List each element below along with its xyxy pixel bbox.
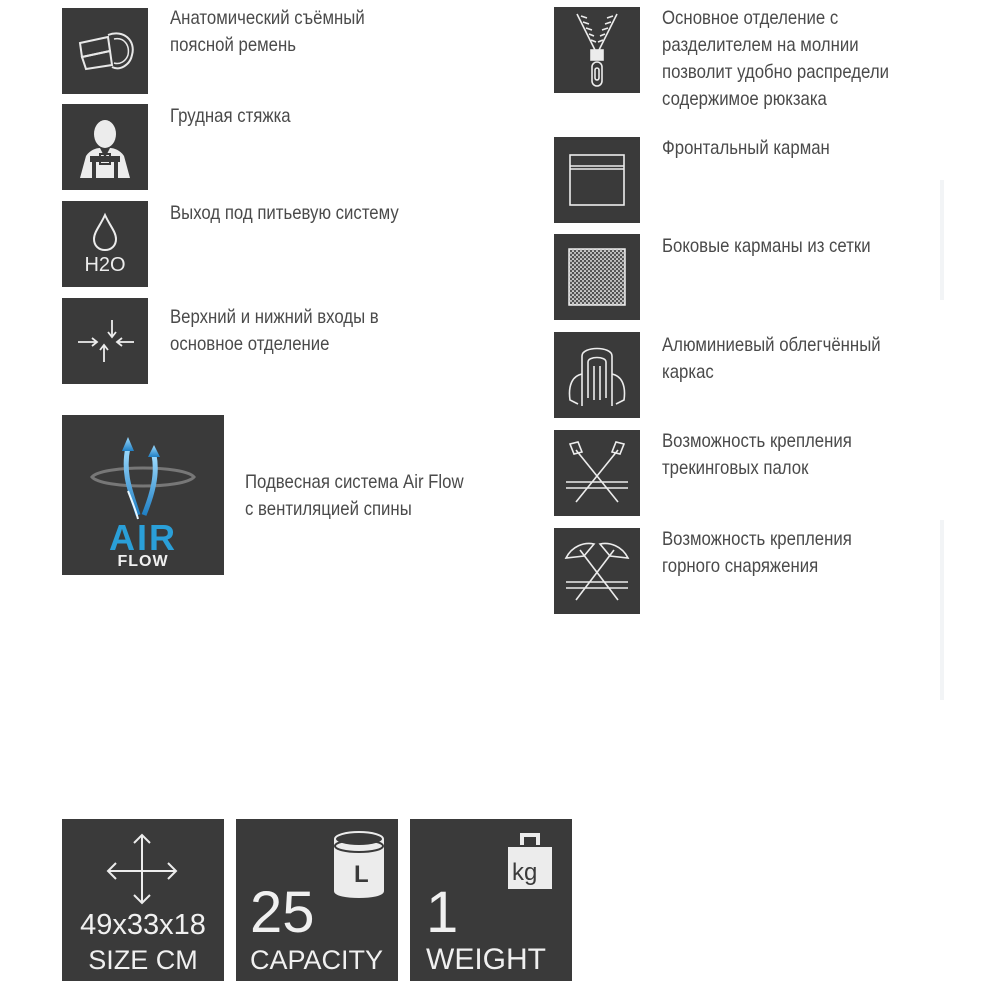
chest-strap-icon bbox=[62, 104, 148, 190]
feature-label-front: Фронтальный карман bbox=[662, 137, 830, 159]
frame-icon bbox=[554, 332, 640, 418]
size-value: 49x33x18 bbox=[80, 909, 206, 941]
feature-label-airflow: Подвесная система Air Flow с вентиляцией спины bbox=[245, 471, 464, 520]
ice-axe-icon bbox=[554, 528, 640, 614]
capacity-value: 25 bbox=[250, 880, 315, 945]
capacity-spec-tile bbox=[236, 819, 398, 981]
feature-label-poles: Возможность крепления трекинговых палок bbox=[662, 430, 852, 479]
size-label: SIZE CM bbox=[88, 945, 198, 975]
weight-spec-tile bbox=[410, 819, 572, 981]
feature-label-access: Верхний и нижний входы в основное отделение bbox=[170, 306, 379, 355]
air-flow-icon bbox=[62, 415, 224, 575]
feature-label-frame: Алюминиевый облегчённый каркас bbox=[662, 334, 881, 383]
capacity-unit: L bbox=[354, 861, 369, 888]
water-drop-icon bbox=[62, 201, 148, 287]
feature-label-belt: Анатомический съёмный поясной ремень bbox=[170, 7, 365, 56]
feature-label-zipper: Основное отделение с разделителем на молнии позволит удобно распредели содержимое рюкзака bbox=[662, 7, 889, 110]
feature-label-mesh: Боковые карманы из сетки bbox=[662, 235, 871, 257]
edge-decoration bbox=[940, 520, 944, 700]
weight-label: WEIGHT bbox=[426, 943, 546, 976]
zipper-icon bbox=[554, 7, 640, 93]
weight-unit: kg bbox=[512, 859, 538, 886]
mesh-pocket-icon bbox=[554, 234, 640, 320]
dimensions-arrows-icon bbox=[102, 829, 182, 909]
edge-decoration bbox=[940, 180, 944, 300]
hip-belt-icon bbox=[62, 8, 148, 94]
capacity-label: CAPACITY bbox=[250, 945, 384, 975]
weight-value: 1 bbox=[426, 880, 459, 945]
h2o-text: H2O bbox=[84, 253, 126, 276]
trekking-poles-icon bbox=[554, 430, 640, 516]
size-spec-tile bbox=[62, 819, 224, 981]
air-text: AIR bbox=[109, 517, 177, 558]
feature-label-axes: Возможность крепления горного снаряжения bbox=[662, 528, 852, 577]
feature-label-hydration: Выход под питьевую систему bbox=[170, 202, 399, 224]
front-pocket-icon bbox=[554, 137, 640, 223]
feature-label-chest: Грудная стяжка bbox=[170, 105, 291, 127]
arrows-in-icon bbox=[62, 298, 148, 384]
flow-text: FLOW bbox=[117, 553, 169, 570]
